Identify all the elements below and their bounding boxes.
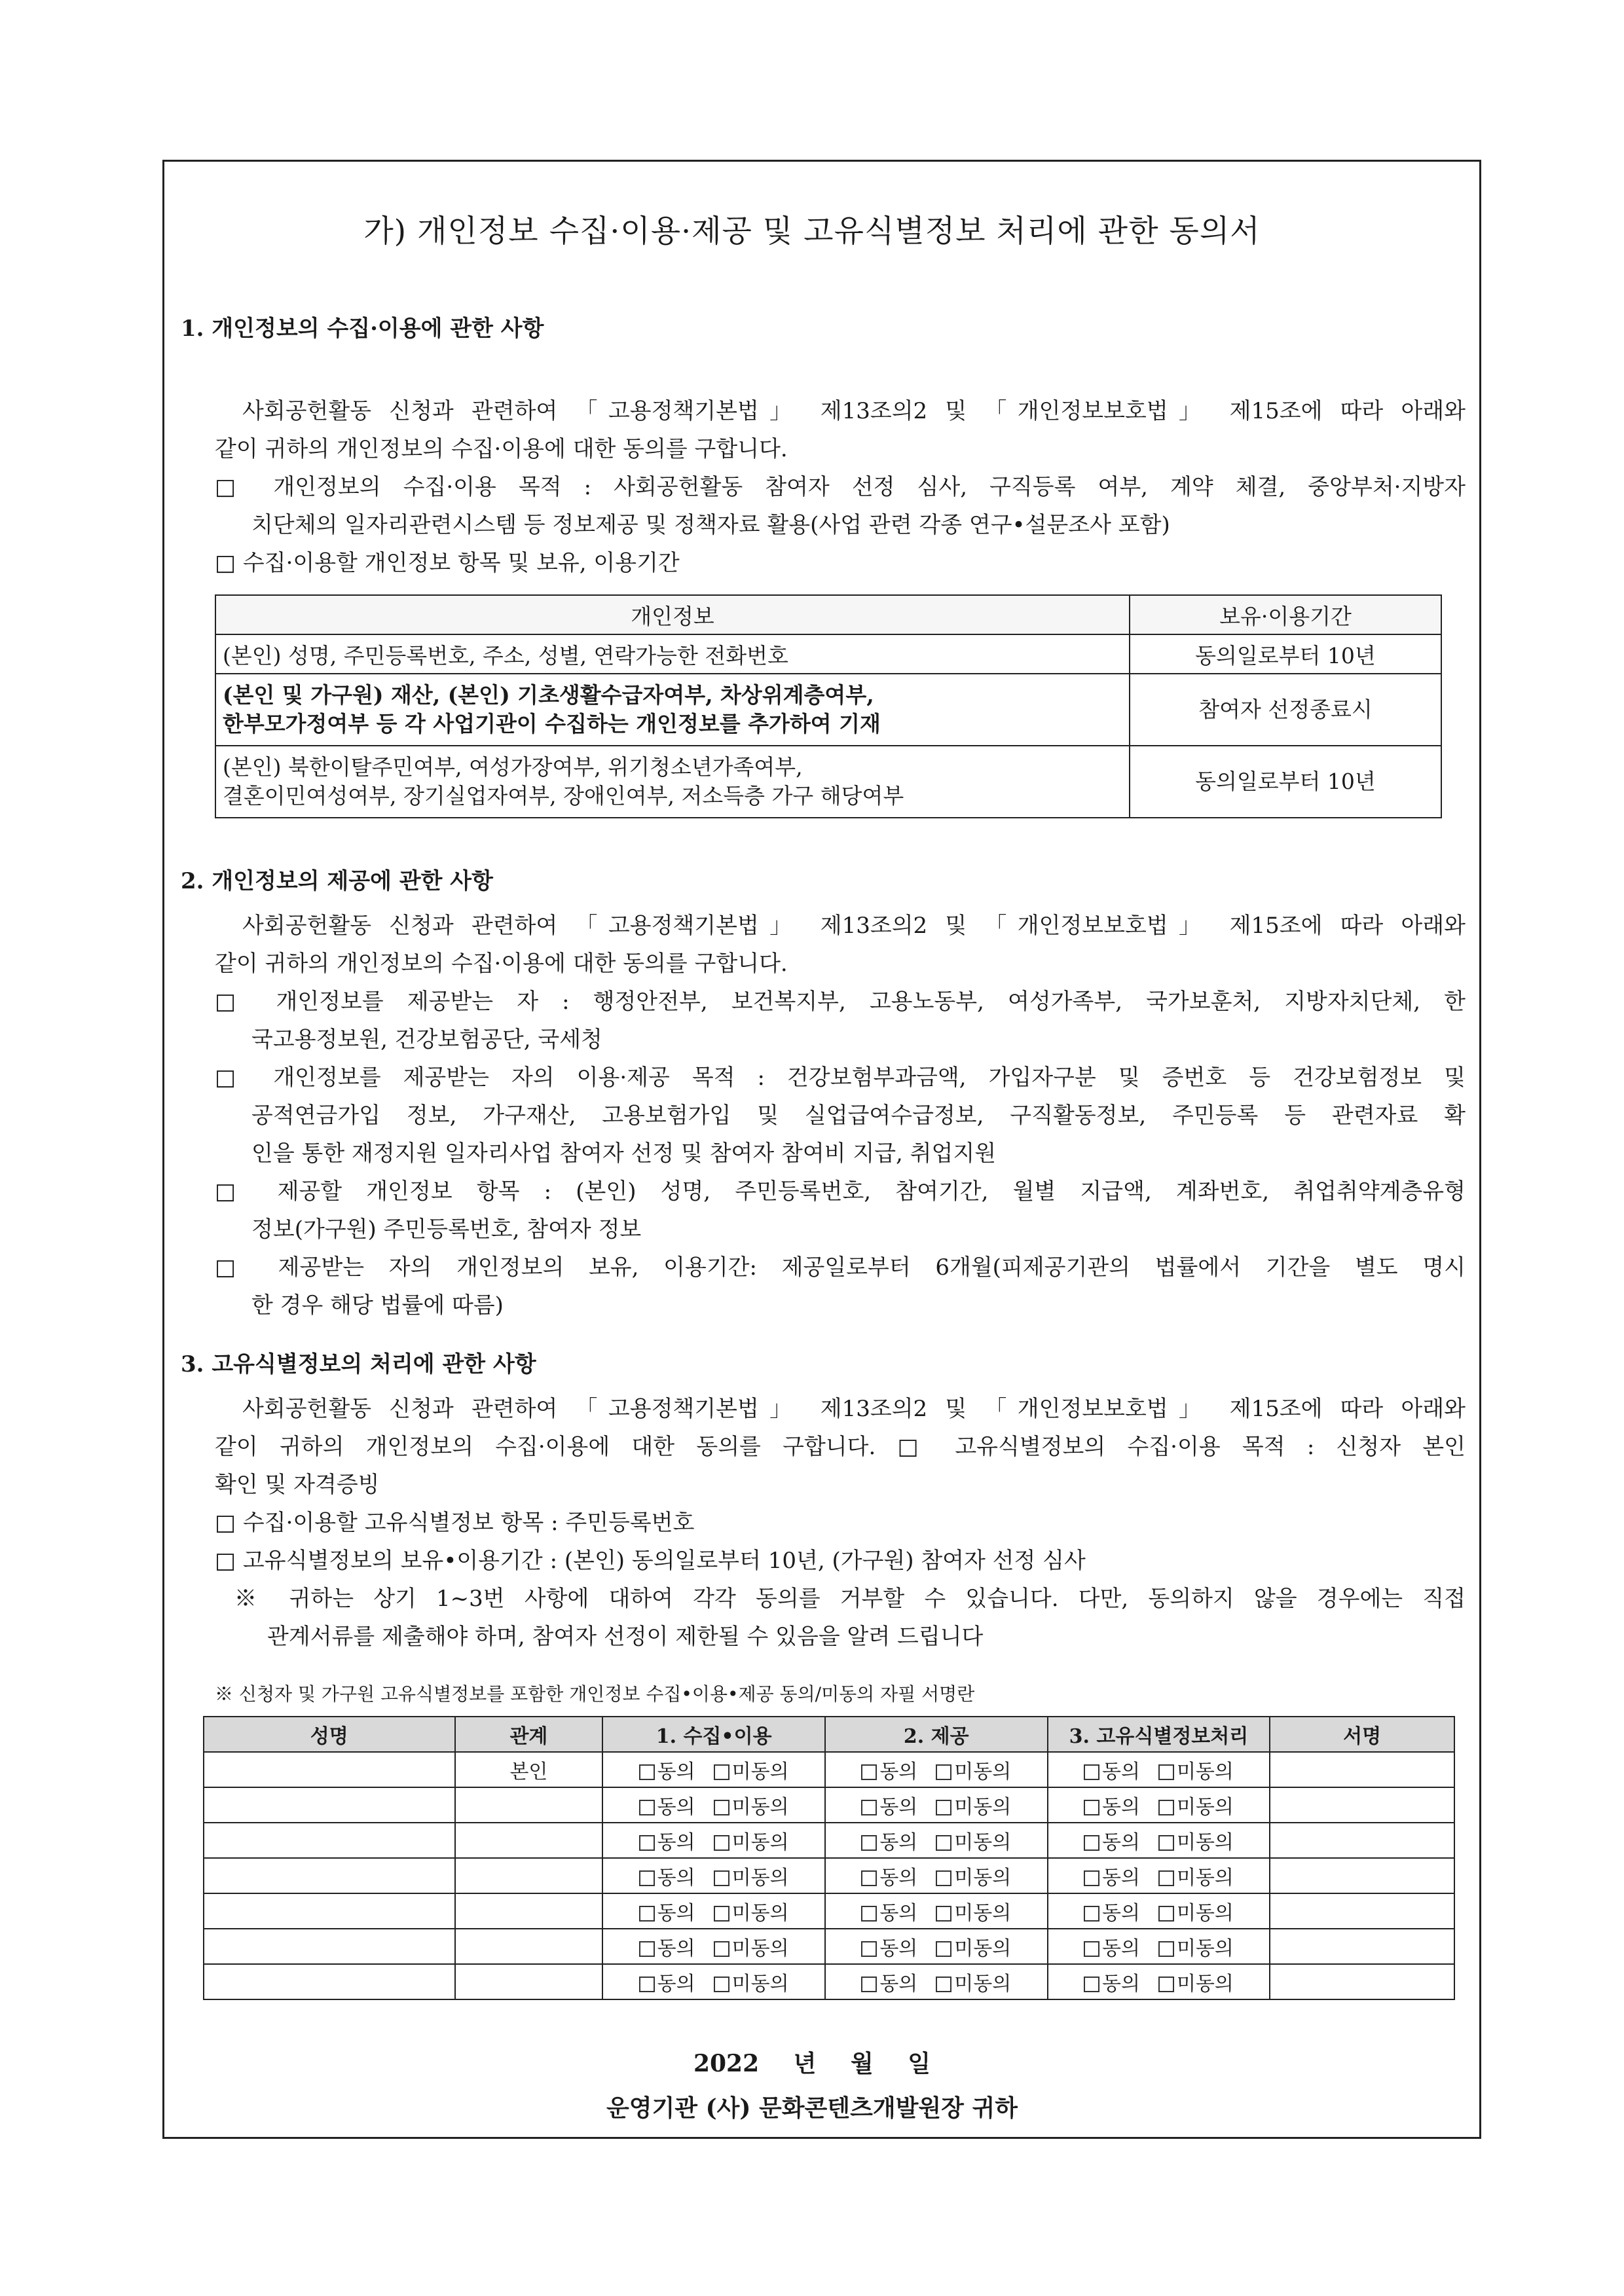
s2-intro-line2: 같이 귀하의 개인정보의 수집·이용에 대한 동의를 구합니다. [215,951,788,977]
collection-disagree-option[interactable]: 미동의 [714,1932,789,1961]
agree-checkbox[interactable] [639,1764,655,1780]
relation-cell[interactable] [455,1964,603,1999]
date-line: 2022 년 월 일 [693,2050,931,2077]
row3-info-line2: 결혼이민여성여부, 장기실업자여부, 장애인여부, 저소득층 가구 해당여부 [223,783,904,809]
s2-retention-line2: 한 경우 해당 법률에 따름) [251,1292,504,1319]
section-2-heading: 2. 개인정보의 제공에 관한 사항 [181,868,493,894]
s3-intro-line2: 같이 귀하의 개인정보의 수집·이용에 대한 동의를 구합니다. □ 고유식별정보의 수집·이용 목적 : 신청자 본인 [215,1434,1466,1460]
disagree-checkbox[interactable] [936,1800,951,1815]
provision-disagree-option[interactable]: 미동의 [936,1932,1011,1961]
s2-use-line1: □ 개인정보를 제공받는 자의 이용·제공 목적 : 건강보험부과금액, 가입자구분 및 증번호 등 건강보험정보 및 [215,1065,1466,1091]
collection-consent-cell [602,1787,825,1823]
unique-id-disagree-option[interactable]: 미동의 [1158,1967,1234,1996]
unique-id-disagree-option[interactable]: 미동의 [1158,1755,1234,1784]
relation-cell[interactable] [455,1787,603,1823]
provision-disagree-option[interactable]: 미동의 [936,1861,1011,1890]
disagree-checkbox[interactable] [1158,1800,1174,1815]
document-title: 가) 개인정보 수집·이용·제공 및 고유식별정보 처리에 관한 동의서 [363,213,1261,249]
agree-checkbox[interactable] [639,1906,655,1922]
agree-checkbox[interactable] [861,1800,877,1815]
name-cell[interactable] [204,1787,455,1823]
row1-period: 동의일로부터 10년 [1130,634,1441,674]
unique-id-consent-cell [1048,1787,1270,1823]
unique-id-agree-option[interactable]: 동의 [1084,1967,1140,1996]
collection-consent-cell [602,1893,825,1929]
provision-agree-option[interactable]: 동의 [861,1897,917,1925]
section-3-heading: 3. 고유식별정보의 처리에 관한 사항 [181,1351,536,1377]
provision-consent-cell [825,1858,1048,1893]
disagree-checkbox[interactable] [1158,1835,1174,1851]
agree-checkbox[interactable] [1084,1800,1099,1815]
disagree-checkbox[interactable] [1158,1870,1174,1886]
signature-cell[interactable] [1270,1858,1454,1893]
disagree-checkbox[interactable] [936,1977,951,1992]
collection-consent-cell [602,1858,825,1893]
name-cell[interactable] [204,1964,455,1999]
name-cell[interactable] [204,1858,455,1893]
disagree-checkbox[interactable] [714,1977,729,1992]
relation-cell[interactable] [455,1893,603,1929]
disagree-checkbox[interactable] [1158,1977,1174,1992]
disagree-checkbox[interactable] [714,1764,729,1780]
agree-checkbox[interactable] [1084,1835,1099,1851]
s3-note-line1: ※ 귀하는 상기 1~3번 사항에 대하여 각각 동의를 거부할 수 있습니다. 다만, 동의하지 않을 경우에는 직접 [234,1586,1466,1612]
agree-checkbox[interactable] [1084,1870,1099,1886]
agree-checkbox[interactable] [639,1977,655,1992]
addressee: 운영기관 (사) 문화콘텐츠개발원장 귀하 [606,2094,1018,2122]
signature-row [204,1929,1454,1964]
agree-checkbox[interactable] [1084,1977,1099,1992]
provision-disagree-option[interactable]: 미동의 [936,1897,1011,1925]
relation-cell[interactable] [455,1929,603,1964]
unique-id-agree-option[interactable]: 동의 [1084,1826,1140,1855]
s2-use-line3: 인을 통한 재정지원 일자리사업 참여자 선정 및 참여자 참여비 지급, 취업지원 [251,1140,997,1167]
header-unique-id: 3. 고유식별정보처리 [1048,1717,1270,1752]
name-cell[interactable] [204,1893,455,1929]
disagree-checkbox[interactable] [714,1835,729,1851]
disagree-checkbox[interactable] [714,1870,729,1886]
disagree-checkbox[interactable] [1158,1941,1174,1957]
signature-row [204,1893,1454,1929]
collection-disagree-option[interactable]: 미동의 [714,1755,789,1784]
signature-cell[interactable] [1270,1752,1454,1787]
signature-cell[interactable] [1270,1787,1454,1823]
collection-agree-option[interactable]: 동의 [639,1755,695,1784]
row1-info: (본인) 성명, 주민등록번호, 주소, 성별, 연락가능한 전화번호 [215,634,1130,674]
disagree-checkbox[interactable] [936,1764,951,1780]
disagree-checkbox[interactable] [936,1870,951,1886]
collection-agree-option[interactable]: 동의 [639,1791,695,1819]
unique-id-agree-option[interactable]: 동의 [1084,1897,1140,1925]
provision-disagree-option[interactable]: 미동의 [936,1755,1011,1784]
agree-checkbox[interactable] [639,1870,655,1886]
agree-checkbox[interactable] [861,1906,877,1922]
collection-disagree-option[interactable]: 미동의 [714,1861,789,1890]
agree-checkbox[interactable] [639,1800,655,1815]
table-row [215,746,1441,818]
table-row [215,674,1441,746]
collection-disagree-option[interactable]: 미동의 [714,1967,789,1996]
signature-row [204,1752,1454,1787]
unique-id-disagree-option[interactable]: 미동의 [1158,1932,1234,1961]
collection-items-table [215,594,1442,818]
row3-info [215,746,1130,818]
signature-row [204,1858,1454,1893]
name-cell[interactable] [204,1752,455,1787]
signature-row [204,1823,1454,1858]
header-provision: 2. 제공 [825,1717,1048,1752]
unique-id-consent-cell [1048,1858,1270,1893]
agree-checkbox[interactable] [1084,1941,1099,1957]
unique-id-agree-option[interactable]: 동의 [1084,1861,1140,1890]
agree-checkbox[interactable] [861,1870,877,1886]
provision-agree-option[interactable]: 동의 [861,1932,917,1961]
disagree-checkbox[interactable] [714,1906,729,1922]
relation-cell[interactable] [455,1858,603,1893]
collection-consent-cell [602,1823,825,1858]
s3-items: □ 수집·이용할 고유식별정보 항목 : 주민등록번호 [215,1510,695,1536]
provision-consent-cell [825,1964,1048,1999]
signature-cell[interactable] [1270,1823,1454,1858]
s1-intro-line1: 사회공헌활동 신청과 관련하여 「고용정책기본법」 제13조의2 및 「개인정보보호법」 제15조에 따라 아래와 [242,398,1466,424]
relation-cell[interactable]: 본인 [455,1752,603,1787]
agree-checkbox[interactable] [1084,1906,1099,1922]
row2-info-line1: (본인 및 가구원) 재산, (본인) 기초생활수급자여부, 차상위계층여부, [223,682,874,708]
collection-agree-option[interactable]: 동의 [639,1897,695,1925]
collection-disagree-option[interactable]: 미동의 [714,1897,789,1925]
s1-purpose-line1: □ 개인정보의 수집·이용 목적 : 사회공헌활동 참여자 선정 심사, 구직등록 여부, 계약 체결, 중앙부처·지방자 [215,474,1466,500]
provision-consent-cell [825,1787,1048,1823]
provision-agree-option[interactable]: 동의 [861,1967,917,1996]
table-row [215,634,1441,674]
unique-id-consent-cell [1048,1929,1270,1964]
agree-checkbox[interactable] [1084,1764,1099,1780]
collection-agree-option[interactable]: 동의 [639,1967,695,1996]
s2-use-line2: 공적연금가입 정보, 가구재산, 고용보험가입 및 실업급여수급정보, 구직활동정보, 주민등록 등 관련자료 확 [251,1102,1466,1129]
name-cell[interactable] [204,1929,455,1964]
unique-id-consent-cell [1048,1752,1270,1787]
unique-id-agree-option[interactable]: 동의 [1084,1932,1140,1961]
provision-disagree-option[interactable]: 미동의 [936,1967,1011,1996]
collection-consent-cell [602,1752,825,1787]
unique-id-disagree-option[interactable]: 미동의 [1158,1826,1234,1855]
row2-info-line2: 한부모가정여부 등 각 사업기관이 수집하는 개인정보를 추가하여 기재 [223,711,881,737]
s2-items-line2: 정보(가구원) 주민등록번호, 참여자 정보 [251,1216,642,1243]
row2-info [215,674,1130,746]
disagree-checkbox[interactable] [714,1941,729,1957]
s3-note-line2: 관계서류를 제출해야 하며, 참여자 선정이 제한될 수 있음을 알려 드립니다 [267,1624,984,1650]
s2-recipients-line2: 국고용정보원, 건강보험공단, 국세청 [251,1027,602,1053]
unique-id-disagree-option[interactable]: 미동의 [1158,1897,1234,1925]
signature-table [203,1716,1455,2000]
col-header-info: 개인정보 [215,595,1130,634]
collection-consent-cell [602,1929,825,1964]
s3-intro-line3: 확인 및 자격증빙 [215,1472,380,1498]
unique-id-consent-cell [1048,1964,1270,1999]
section-1-heading: 1. 개인정보의 수집·이용에 관한 사항 [181,316,544,342]
collection-agree-option[interactable]: 동의 [639,1861,695,1890]
disagree-checkbox[interactable] [1158,1906,1174,1922]
header-relation: 관계 [455,1717,603,1752]
provision-agree-option[interactable]: 동의 [861,1791,917,1819]
signature-row [204,1964,1454,1999]
s1-intro-line2: 같이 귀하의 개인정보의 수집·이용에 대한 동의를 구합니다. [215,436,788,462]
disagree-checkbox[interactable] [936,1906,951,1922]
provision-disagree-option[interactable]: 미동의 [936,1791,1011,1819]
agree-checkbox[interactable] [861,1977,877,1992]
unique-id-disagree-option[interactable]: 미동의 [1158,1861,1234,1890]
signature-cell[interactable] [1270,1893,1454,1929]
signature-cell[interactable] [1270,1964,1454,1999]
col-header-period: 보유·이용기간 [1130,595,1441,634]
s3-retention: □ 고유식별정보의 보유•이용기간 : (본인) 동의일로부터 10년, (가구원) 참여자 선정 심사 [215,1548,1086,1574]
provision-consent-cell [825,1929,1048,1964]
signature-caption: ※ 신청자 및 가구원 고유식별정보를 포함한 개인정보 수집•이용•제공 동의/미동의 자필 서명란 [215,1683,975,1705]
provision-agree-option[interactable]: 동의 [861,1755,917,1784]
disagree-checkbox[interactable] [936,1835,951,1851]
relation-cell[interactable] [455,1823,603,1858]
s2-recipients-line1: □ 개인정보를 제공받는 자 : 행정안전부, 보건복지부, 고용노동부, 여성가족부, 국가보훈처, 지방자치단체, 한 [215,989,1466,1015]
collection-consent-cell [602,1964,825,1999]
header-name: 성명 [204,1717,455,1752]
signature-row [204,1787,1454,1823]
provision-agree-option[interactable]: 동의 [861,1826,917,1855]
collection-disagree-option[interactable]: 미동의 [714,1791,789,1819]
row3-period: 동의일로부터 10년 [1130,746,1441,818]
row2-period: 참여자 선정종료시 [1130,674,1441,746]
s2-items-line1: □ 제공할 개인정보 항목 : (본인) 성명, 주민등록번호, 참여기간, 월별 지급액, 계좌번호, 취업취약계층유형 [215,1178,1466,1205]
s2-retention-line1: □ 제공받는 자의 개인정보의 보유, 이용기간: 제공일로부터 6개월(피제공기관의 법률에서 기간을 별도 명시 [215,1254,1466,1281]
collection-agree-option[interactable]: 동의 [639,1826,695,1855]
unique-id-consent-cell [1048,1823,1270,1858]
unique-id-agree-option[interactable]: 동의 [1084,1791,1140,1819]
provision-disagree-option[interactable]: 미동의 [936,1826,1011,1855]
s1-purpose-line2: 치단체의 일자리관련시스템 등 정보제공 및 정책자료 활용(사업 관련 각종 연구•설문조사 포함) [251,512,1170,538]
header-signature: 서명 [1270,1717,1454,1752]
name-cell[interactable] [204,1823,455,1858]
s3-intro-line1: 사회공헌활동 신청과 관련하여 「고용정책기본법」 제13조의2 및 「개인정보보호법」 제15조에 따라 아래와 [242,1396,1466,1422]
signature-cell[interactable] [1270,1929,1454,1964]
agree-checkbox[interactable] [861,1941,877,1957]
disagree-checkbox[interactable] [936,1941,951,1957]
provision-agree-option[interactable]: 동의 [861,1861,917,1890]
collection-agree-option[interactable]: 동의 [639,1932,695,1961]
provision-consent-cell [825,1893,1048,1929]
row3-info-line1: (본인) 북한이탈주민여부, 여성가장여부, 위기청소년가족여부, [223,754,803,780]
header-collection-use: 1. 수집•이용 [602,1717,825,1752]
disagree-checkbox[interactable] [1158,1764,1174,1780]
agree-checkbox[interactable] [861,1764,877,1780]
s2-intro-line1: 사회공헌활동 신청과 관련하여 「고용정책기본법」 제13조의2 및 「개인정보보호법」 제15조에 따라 아래와 [242,913,1466,939]
unique-id-agree-option[interactable]: 동의 [1084,1755,1140,1784]
unique-id-consent-cell [1048,1893,1270,1929]
agree-checkbox[interactable] [861,1835,877,1851]
agree-checkbox[interactable] [639,1941,655,1957]
s1-items-label: □ 수집·이용할 개인정보 항목 및 보유, 이용기간 [215,550,680,576]
collection-disagree-option[interactable]: 미동의 [714,1826,789,1855]
provision-consent-cell [825,1823,1048,1858]
disagree-checkbox[interactable] [714,1800,729,1815]
provision-consent-cell [825,1752,1048,1787]
unique-id-disagree-option[interactable]: 미동의 [1158,1791,1234,1819]
agree-checkbox[interactable] [639,1835,655,1851]
